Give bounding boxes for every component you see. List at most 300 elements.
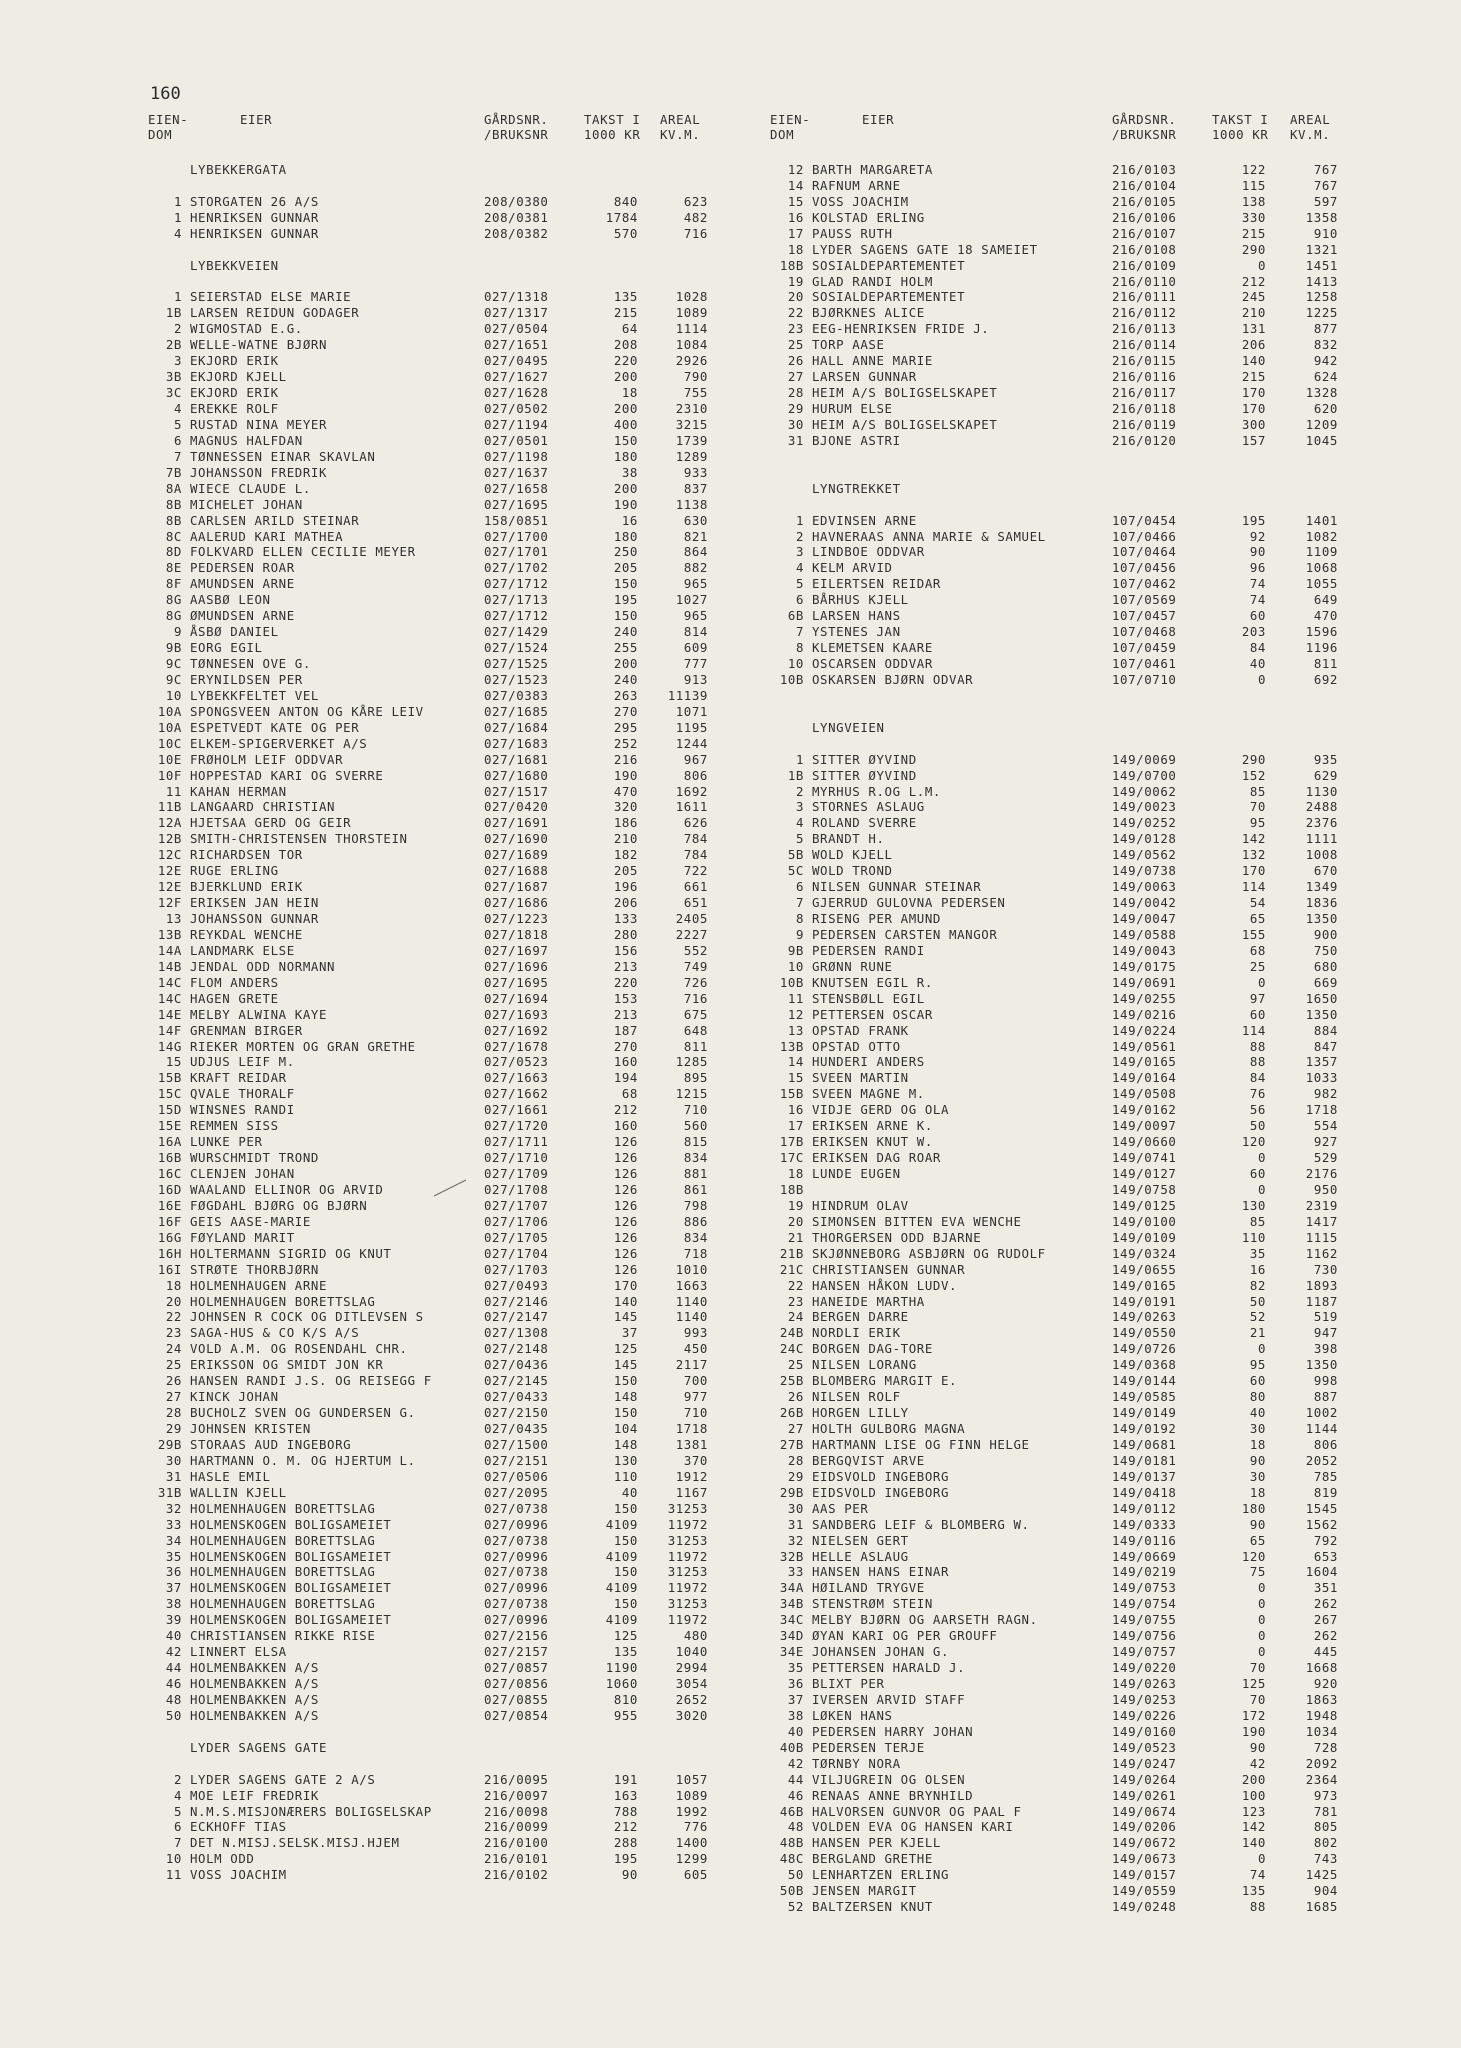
owner-name: JOHNSEN R COCK OG DITLEVSEN S <box>190 1309 424 1325</box>
owner-name: SVEEN MARTIN <box>812 1070 909 1086</box>
gardsnr-bruksnr: 216/0097 <box>484 1787 549 1803</box>
property-row <box>148 608 718 624</box>
street-heading <box>148 258 718 274</box>
areal-value: 947 <box>1313 1325 1338 1341</box>
property-number: 10A <box>157 703 182 719</box>
property-number: 29 <box>787 401 804 416</box>
gardsnr-bruksnr: 149/0125 <box>1112 1197 1177 1213</box>
areal-value: 814 <box>683 624 708 640</box>
property-row <box>770 1054 1348 1070</box>
takst-value: 170 <box>1241 385 1266 401</box>
takst-value: 30 <box>1249 1468 1266 1484</box>
street-name: LYNGVEIEN <box>812 719 885 735</box>
property-row <box>148 1102 718 1118</box>
owner-name: HOLTERMANN SIGRID OG KNUT <box>190 1245 392 1261</box>
property-number: 1 <box>173 209 182 225</box>
property-number: 5C <box>787 863 804 879</box>
property-row <box>770 1102 1348 1118</box>
gardsnr-bruksnr: 027/1686 <box>484 895 549 911</box>
takst-value: 126 <box>613 1261 638 1277</box>
owner-name: JOHANSSON GUNNAR <box>190 911 319 926</box>
takst-value: 126 <box>613 1245 638 1261</box>
gardsnr-bruksnr: 107/0461 <box>1112 656 1177 671</box>
gardsnr-bruksnr: 149/0128 <box>1112 831 1177 847</box>
takst-value: 215 <box>613 305 638 321</box>
property-number: 6 <box>795 879 804 895</box>
property-row <box>770 1501 1348 1517</box>
property-row <box>148 305 718 321</box>
gardsnr-bruksnr: 208/0381 <box>484 209 549 225</box>
property-number: 16F <box>157 1213 182 1229</box>
property-row <box>770 1373 1348 1389</box>
areal-value: 653 <box>1313 1548 1338 1564</box>
takst-value: 130 <box>1241 1197 1266 1213</box>
owner-name: SPONGSVEEN ANTON OG KÅRE LEIV <box>190 703 424 719</box>
owner-name: MELBY BJØRN OG AARSETH RAGN. <box>812 1612 1038 1628</box>
takst-value: 200 <box>613 401 638 416</box>
areal-value: 2926 <box>675 353 708 369</box>
gardsnr-bruksnr: 027/1198 <box>484 448 549 464</box>
header-takst: TAKST I 1000 KR <box>584 112 641 142</box>
areal-value: 1209 <box>1305 416 1338 432</box>
takst-value: 280 <box>613 926 638 942</box>
property-row <box>770 1517 1348 1533</box>
property-number: 6B <box>787 608 804 624</box>
property-number: 22 <box>787 1277 804 1293</box>
property-number: 1 <box>173 289 182 305</box>
gardsnr-bruksnr: 149/0160 <box>1112 1723 1177 1739</box>
gardsnr-bruksnr: 107/0462 <box>1112 576 1177 592</box>
property-number: 4 <box>173 1787 182 1803</box>
property-row <box>770 672 1348 688</box>
areal-value: 605 <box>683 1867 708 1883</box>
areal-value: 942 <box>1313 353 1338 369</box>
areal-value: 1948 <box>1305 1707 1338 1723</box>
owner-name: WAALAND ELLINOR OG ARVID <box>190 1181 384 1197</box>
gardsnr-bruksnr: 027/0996 <box>484 1548 549 1564</box>
gardsnr-bruksnr: 149/0165 <box>1112 1277 1177 1293</box>
takst-value: 60 <box>1249 1166 1266 1181</box>
takst-value: 142 <box>1241 831 1266 847</box>
takst-value: 0 <box>1257 1851 1266 1867</box>
property-row <box>148 513 718 529</box>
property-row <box>770 258 1348 274</box>
gardsnr-bruksnr: 027/1687 <box>484 879 549 895</box>
takst-value: 126 <box>613 1150 638 1166</box>
property-number: 2B <box>165 337 182 353</box>
areal-value: 881 <box>683 1166 708 1181</box>
property-number: 8 <box>795 640 804 656</box>
property-number: 29 <box>165 1421 182 1436</box>
property-row <box>148 799 718 815</box>
property-row <box>148 1373 718 1389</box>
gardsnr-bruksnr: 149/0157 <box>1112 1867 1177 1883</box>
areal-value: 1604 <box>1305 1564 1338 1580</box>
property-row <box>148 1246 718 1262</box>
owner-name: LINDBOE ODDVAR <box>812 544 925 560</box>
areal-value: 1358 <box>1305 209 1338 225</box>
owner-name: HOLMENSKOGEN BOLIGSAMEIET <box>190 1612 392 1628</box>
property-number: 3C <box>165 385 182 401</box>
gardsnr-bruksnr: 027/0506 <box>484 1468 549 1484</box>
owner-name: HARTMANN O. M. OG HJERTUM L. <box>190 1452 416 1468</box>
property-number: 5 <box>795 831 804 847</box>
property-number: 48B <box>779 1835 804 1851</box>
areal-value: 722 <box>683 863 708 879</box>
owner-name: TØRNBY NORA <box>812 1755 901 1771</box>
owner-name: BÅRHUS KJELL <box>812 592 909 608</box>
owner-name: YSTENES JAN <box>812 624 901 640</box>
property-number: 8C <box>165 528 182 544</box>
areal-value: 1349 <box>1305 879 1338 895</box>
property-number: 22 <box>787 305 804 321</box>
takst-value: 30 <box>1249 1421 1266 1436</box>
takst-value: 96 <box>1249 560 1266 576</box>
takst-value: 196 <box>613 879 638 895</box>
owner-name: EIDSVOLD INGEBORG <box>812 1484 950 1500</box>
property-number: 28 <box>787 1452 804 1468</box>
property-number: 36 <box>787 1676 804 1691</box>
gardsnr-bruksnr: 149/0097 <box>1112 1118 1177 1134</box>
property-row <box>148 1453 718 1469</box>
areal-value: 529 <box>1313 1150 1338 1166</box>
property-number: 34B <box>779 1596 804 1612</box>
areal-value: 11972 <box>667 1516 708 1532</box>
areal-value: 1425 <box>1305 1867 1338 1883</box>
areal-value: 11139 <box>667 687 708 703</box>
takst-value: 216 <box>613 751 638 767</box>
takst-value: 65 <box>1249 911 1266 926</box>
property-number: 4 <box>173 401 182 416</box>
property-row <box>770 1835 1348 1851</box>
row-spacer <box>148 1724 718 1740</box>
gardsnr-bruksnr: 027/1429 <box>484 624 549 640</box>
property-number: 11 <box>787 990 804 1006</box>
areal-value: 965 <box>683 576 708 592</box>
property-number: 12B <box>157 831 182 847</box>
areal-value: 933 <box>683 464 708 480</box>
property-row <box>770 353 1348 369</box>
takst-value: 0 <box>1257 1580 1266 1596</box>
takst-value: 90 <box>1249 1739 1266 1755</box>
areal-value: 1289 <box>675 448 708 464</box>
property-row <box>148 1772 718 1788</box>
property-number: 32 <box>787 1532 804 1548</box>
owner-name: AASBØ LEON <box>190 592 271 608</box>
owner-name: VOLD A.M. OG ROSENDAHL CHR. <box>190 1341 408 1357</box>
owner-name: HARTMANN LISE OG FINN HELGE <box>812 1436 1030 1452</box>
areal-value: 834 <box>683 1229 708 1245</box>
property-row <box>770 337 1348 353</box>
property-number: 14B <box>157 958 182 974</box>
areal-value: 998 <box>1313 1373 1338 1389</box>
takst-value: 1784 <box>605 209 638 225</box>
property-row <box>148 959 718 975</box>
areal-value: 1008 <box>1305 847 1338 863</box>
gardsnr-bruksnr: 027/2156 <box>484 1628 549 1644</box>
property-row <box>148 1644 718 1660</box>
gardsnr-bruksnr: 149/0137 <box>1112 1468 1177 1484</box>
property-number: 19 <box>787 1197 804 1213</box>
takst-value: 88 <box>1249 1038 1266 1054</box>
areal-value: 767 <box>1313 161 1338 177</box>
areal-value: 1027 <box>675 592 708 608</box>
areal-value: 1225 <box>1305 305 1338 321</box>
owner-name: ROLAND SVERRE <box>812 815 917 831</box>
property-row <box>148 1580 718 1596</box>
areal-value: 877 <box>1313 321 1338 337</box>
areal-value: 1187 <box>1305 1293 1338 1309</box>
property-row <box>148 1660 718 1676</box>
takst-value: 148 <box>613 1389 638 1405</box>
areal-value: 1115 <box>1305 1229 1338 1245</box>
owner-name: RIEKER MORTEN OG GRAN GRETHE <box>190 1038 416 1054</box>
areal-value: 967 <box>683 751 708 767</box>
owner-name: AALERUD KARI MATHEA <box>190 528 344 544</box>
property-number: 37 <box>165 1580 182 1596</box>
takst-value: 56 <box>1249 1102 1266 1118</box>
areal-value: 398 <box>1313 1341 1338 1357</box>
gardsnr-bruksnr: 027/2145 <box>484 1373 549 1389</box>
owner-name: HALL ANNE MARIE <box>812 353 933 369</box>
property-row <box>148 592 718 608</box>
header-eier: EIER <box>862 112 895 127</box>
owner-name: STORAAS AUD INGEBORG <box>190 1436 352 1452</box>
takst-value: 263 <box>613 687 638 703</box>
areal-value: 1596 <box>1305 624 1338 640</box>
owner-name: KRAFT REIDAR <box>190 1070 287 1086</box>
gardsnr-bruksnr: 027/0996 <box>484 1612 549 1628</box>
areal-value: 1912 <box>675 1468 708 1484</box>
takst-value: 95 <box>1249 1357 1266 1373</box>
row-spacer <box>148 178 718 194</box>
gardsnr-bruksnr: 149/0116 <box>1112 1532 1177 1548</box>
property-number: 15C <box>157 1086 182 1102</box>
takst-value: 68 <box>621 1086 638 1102</box>
gardsnr-bruksnr: 027/1712 <box>484 608 549 624</box>
owner-name: HOLMENBAKKEN A/S <box>190 1660 319 1676</box>
property-row <box>770 1692 1348 1708</box>
property-number: 2 <box>795 783 804 799</box>
areal-value: 1401 <box>1305 512 1338 528</box>
owner-name: VIDJE GERD OG OLA <box>812 1102 950 1118</box>
areal-value: 1130 <box>1305 783 1338 799</box>
areal-value: 624 <box>1313 369 1338 385</box>
owner-name: NILSEN GUNNAR STEINAR <box>812 879 982 895</box>
gardsnr-bruksnr: 027/1707 <box>484 1197 549 1213</box>
takst-value: 180 <box>613 528 638 544</box>
owner-name: SANDBERG LEIF & BLOMBERG W. <box>812 1516 1030 1532</box>
takst-value: 18 <box>621 385 638 401</box>
property-number: 42 <box>787 1755 804 1771</box>
property-row <box>148 576 718 592</box>
property-row <box>770 815 1348 831</box>
property-number: 48 <box>165 1691 182 1707</box>
takst-value: 200 <box>1241 1771 1266 1787</box>
gardsnr-bruksnr: 149/0144 <box>1112 1373 1177 1389</box>
property-row <box>148 943 718 959</box>
property-number: 20 <box>787 1213 804 1229</box>
owner-name: ECKHOFF TIAS <box>190 1819 287 1835</box>
property-row <box>148 672 718 688</box>
takst-value: 208 <box>613 337 638 353</box>
takst-value: 157 <box>1241 432 1266 448</box>
owner-name: HAGEN GRETE <box>190 990 279 1006</box>
gardsnr-bruksnr: 216/0104 <box>1112 177 1177 193</box>
takst-value: 150 <box>613 432 638 448</box>
property-number: 31 <box>787 432 804 448</box>
areal-value: 1162 <box>1305 1245 1338 1261</box>
owner-name: OPSTAD FRANK <box>812 1022 909 1038</box>
takst-value: 50 <box>1249 1293 1266 1309</box>
takst-value: 194 <box>613 1070 638 1086</box>
areal-value: 1545 <box>1305 1500 1338 1516</box>
areal-value: 2052 <box>1305 1452 1338 1468</box>
property-row <box>148 210 718 226</box>
property-row <box>148 1134 718 1150</box>
property-number: 29 <box>787 1468 804 1484</box>
takst-value: 150 <box>613 1532 638 1548</box>
takst-value: 120 <box>1241 1548 1266 1564</box>
takst-value: 205 <box>613 560 638 576</box>
property-row <box>770 1676 1348 1692</box>
property-row <box>770 1039 1348 1055</box>
property-row <box>148 1007 718 1023</box>
owner-name: SMITH-CHRISTENSEN THORSTEIN <box>190 831 408 847</box>
takst-value: 125 <box>613 1341 638 1357</box>
takst-value: 152 <box>1241 767 1266 783</box>
gardsnr-bruksnr: 149/0181 <box>1112 1452 1177 1468</box>
gardsnr-bruksnr: 107/0457 <box>1112 608 1177 624</box>
gardsnr-bruksnr: 027/1678 <box>484 1038 549 1054</box>
gardsnr-bruksnr: 149/0726 <box>1112 1341 1177 1357</box>
takst-value: 40 <box>1249 656 1266 671</box>
areal-value: 1195 <box>675 719 708 735</box>
owner-name: BJØRKNES ALICE <box>812 305 925 321</box>
takst-value: 148 <box>613 1436 638 1452</box>
gardsnr-bruksnr: 027/0738 <box>484 1596 549 1612</box>
areal-value: 837 <box>683 480 708 496</box>
property-number: 15E <box>157 1118 182 1134</box>
takst-value: 270 <box>613 1038 638 1054</box>
areal-value: 811 <box>683 1038 708 1054</box>
property-row <box>148 289 718 305</box>
areal-value: 767 <box>1313 177 1338 193</box>
areal-value: 1144 <box>1305 1421 1338 1436</box>
gardsnr-bruksnr: 107/0710 <box>1112 671 1177 687</box>
takst-value: 88 <box>1249 1054 1266 1070</box>
areal-value: 1400 <box>675 1835 708 1851</box>
takst-value: 80 <box>1249 1389 1266 1405</box>
owner-name: IVERSEN ARVID STAFF <box>812 1691 966 1707</box>
owner-name: MAGNUS HALFDAN <box>190 432 303 448</box>
owner-name: HOLMENHAUGEN BORETTSLAG <box>190 1564 376 1580</box>
gardsnr-bruksnr: 107/0468 <box>1112 624 1177 640</box>
areal-value: 749 <box>683 958 708 974</box>
areal-value: 680 <box>1313 958 1338 974</box>
owner-name: PEDERSEN TERJE <box>812 1739 925 1755</box>
takst-value: 210 <box>613 831 638 847</box>
property-row <box>770 1134 1348 1150</box>
owner-name: HENRIKSEN GUNNAR <box>190 209 319 225</box>
areal-value: 785 <box>1313 1468 1338 1484</box>
takst-value: 132 <box>1241 847 1266 863</box>
property-row <box>770 1325 1348 1341</box>
property-number: 3B <box>165 369 182 385</box>
takst-value: 130 <box>613 1452 638 1468</box>
property-row <box>148 975 718 991</box>
areal-value: 649 <box>1313 592 1338 608</box>
areal-value: 1739 <box>675 432 708 448</box>
takst-value: 206 <box>613 895 638 911</box>
takst-value: 140 <box>613 1293 638 1309</box>
property-row <box>148 1501 718 1517</box>
takst-value: 0 <box>1257 974 1266 990</box>
property-row <box>148 991 718 1007</box>
takst-value: 195 <box>1241 512 1266 528</box>
owner-name: MYRHUS R.OG L.M. <box>812 783 941 799</box>
gardsnr-bruksnr: 027/2151 <box>484 1452 549 1468</box>
gardsnr-bruksnr: 149/0164 <box>1112 1070 1177 1086</box>
takst-value: 145 <box>613 1357 638 1373</box>
owner-name: RUGE ERLING <box>190 863 279 879</box>
property-row <box>770 1867 1348 1883</box>
gardsnr-bruksnr: 027/1697 <box>484 942 549 958</box>
takst-value: 126 <box>613 1213 638 1229</box>
gardsnr-bruksnr: 149/0047 <box>1112 911 1177 926</box>
gardsnr-bruksnr: 027/0738 <box>484 1564 549 1580</box>
gardsnr-bruksnr: 027/0738 <box>484 1500 549 1516</box>
gardsnr-bruksnr: 149/0261 <box>1112 1787 1177 1803</box>
areal-value: 792 <box>1313 1532 1338 1548</box>
property-row <box>148 1054 718 1070</box>
owner-name: CHRISTIANSEN GUNNAR <box>812 1261 966 1277</box>
left-column <box>148 112 718 1883</box>
property-number: 26 <box>787 1389 804 1405</box>
areal-value: 1068 <box>1305 560 1338 576</box>
property-row <box>770 1341 1348 1357</box>
takst-value: 180 <box>613 448 638 464</box>
owner-name: PETTERSEN OSCAR <box>812 1006 933 1022</box>
takst-value: 37 <box>621 1325 638 1341</box>
areal-value: 743 <box>1313 1851 1338 1867</box>
property-row <box>770 768 1348 784</box>
takst-value: 38 <box>621 464 638 480</box>
property-row <box>148 688 718 704</box>
property-number: 9C <box>165 656 182 671</box>
gardsnr-bruksnr: 027/0523 <box>484 1054 549 1070</box>
property-number: 27 <box>165 1389 182 1405</box>
property-row <box>148 752 718 768</box>
property-number: 18 <box>787 1166 804 1181</box>
owner-name: LARSEN GUNNAR <box>812 369 917 385</box>
areal-value: 1992 <box>675 1803 708 1819</box>
gardsnr-bruksnr: 149/0220 <box>1112 1660 1177 1676</box>
property-row <box>148 465 718 481</box>
owner-name: ERYNILDSEN PER <box>190 671 303 687</box>
gardsnr-bruksnr: 149/0333 <box>1112 1516 1177 1532</box>
property-row <box>148 497 718 513</box>
takst-value: 126 <box>613 1197 638 1213</box>
takst-value: 156 <box>613 942 638 958</box>
owner-name: HASLE EMIL <box>190 1468 271 1484</box>
property-number: 8B <box>165 512 182 528</box>
takst-value: 74 <box>1249 1867 1266 1883</box>
property-number: 34D <box>779 1628 804 1644</box>
takst-value: 18 <box>1249 1484 1266 1500</box>
owner-name: WIGMOSTAD E.G. <box>190 321 303 337</box>
takst-value: 400 <box>613 416 638 432</box>
